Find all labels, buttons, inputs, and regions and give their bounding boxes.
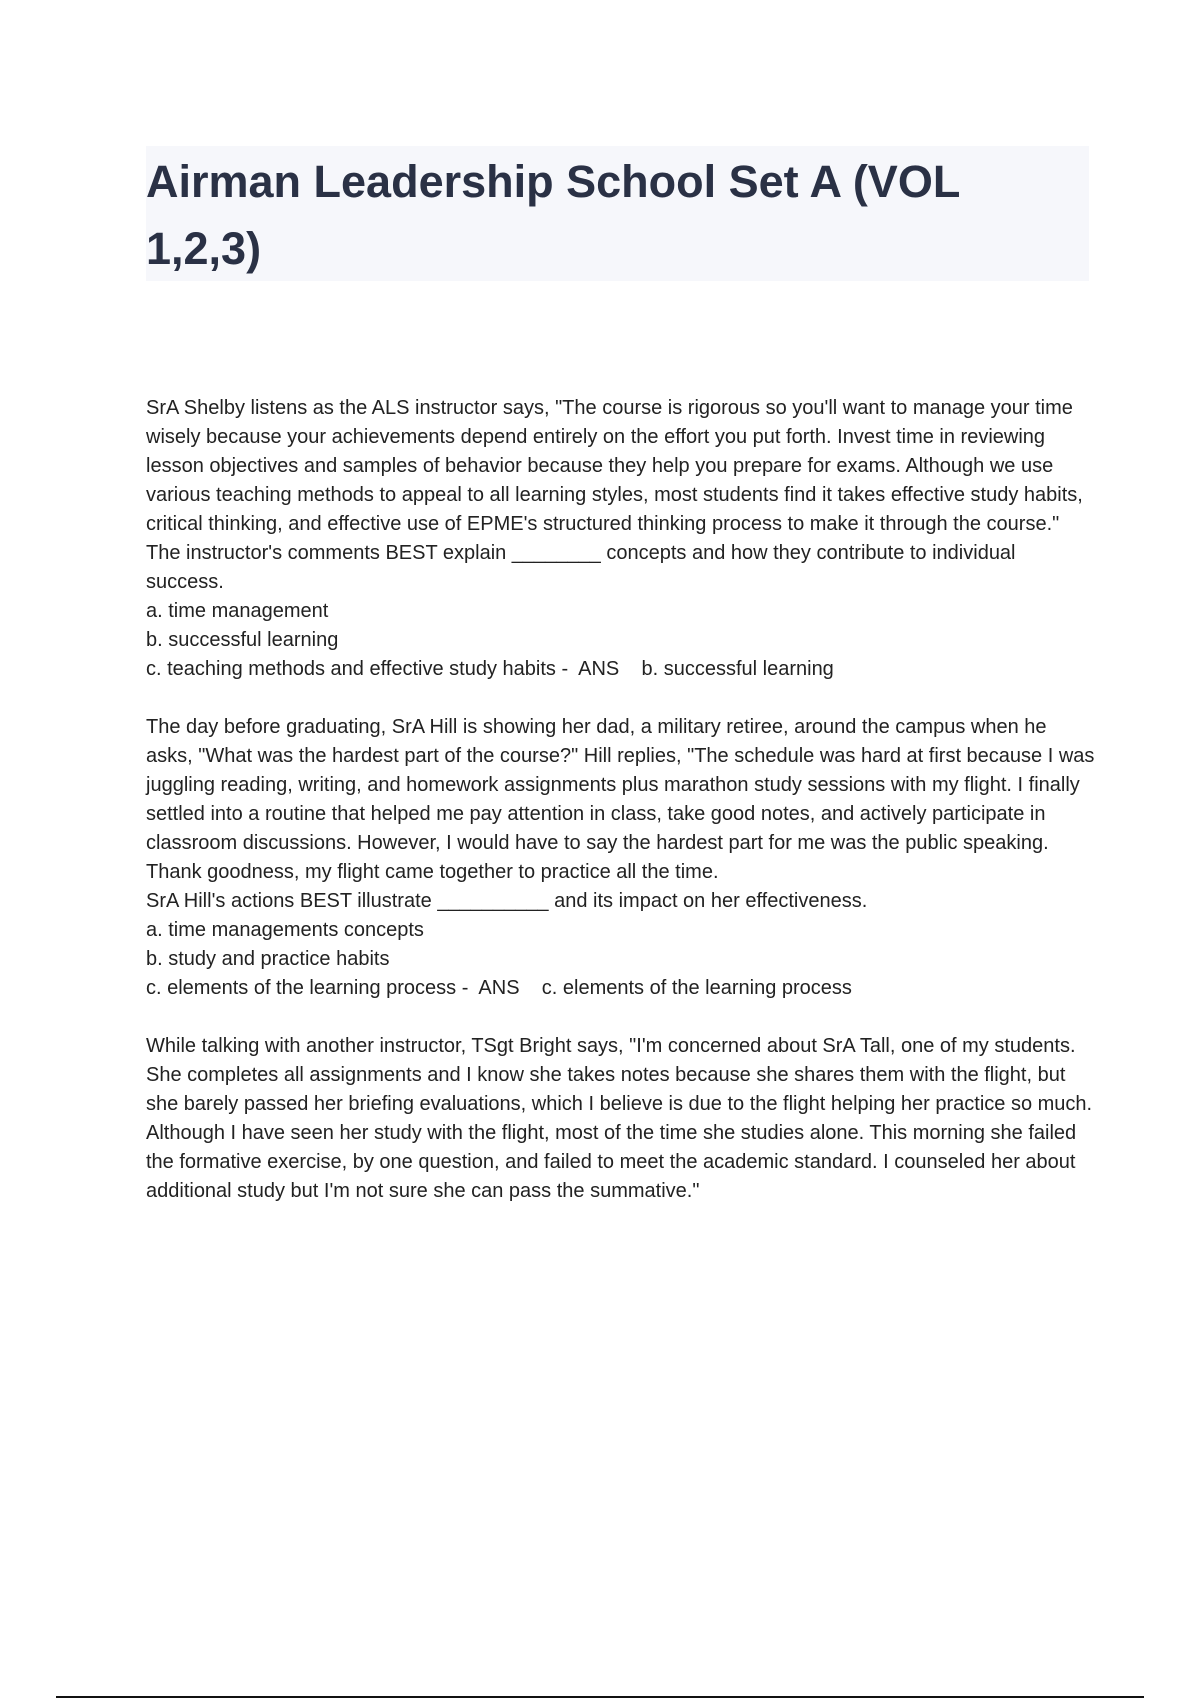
- question-2-prompt: SrA Hill's actions BEST illustrate __________ and its impact on her effectiveness.: [146, 890, 868, 912]
- question-1-option-c-line: c. teaching methods and effective study habits - ANS b. successful learning: [146, 658, 834, 680]
- question-1-prompt: The instructor's comments BEST explain ________ concepts and how they contribute to individual success.: [146, 542, 1016, 593]
- question-2-ans-label: ANS: [478, 977, 520, 999]
- question-1-options: [146, 597, 1096, 684]
- question-2-option-c: c. elements of the learning process: [146, 977, 457, 999]
- question-2-option-a: a. time managements concepts: [146, 919, 424, 941]
- question-1-ans-label: ANS: [578, 658, 620, 680]
- question-1-scenario: SrA Shelby listens as the ALS instructor says, "The course is rigorous so you'll want to manage your time wisely because your achievements depend entirely on the effort you put forth. Invest time in reviewing lesson objectives and samples of behavior because they help you prepare for exams. Although we use various teaching methods to appeal to all learning styles, most students find it takes effective study habits, critical thinking, and effective use of EPME's structured thinking process to make it through the course.": [146, 397, 1083, 535]
- question-2-option-c-line: c. elements of the learning process - ANS c. elements of the learning process: [146, 977, 852, 999]
- question-1-option-c: c. teaching methods and effective study habits: [146, 658, 556, 680]
- document-body: [146, 394, 1096, 1206]
- document-title: Airman Leadership School Set A (VOL 1,2,3): [146, 156, 960, 274]
- question-1-option-a: a. time management: [146, 600, 329, 622]
- question-2-scenario: The day before graduating, SrA Hill is showing her dad, a military retiree, around the campus when he asks, "What was the hardest part of the course?" Hill replies, "The schedule was hard at first because I was juggling reading, writing, and homework assignments plus marathon study sessions with my flight. I finally settled into a routine that helped me pay attention in class, take good notes, and actively participate in classroom discussions. However, I would have to say the hardest part for me was the public speaking. Thank goodness, my flight came together to practice all the time.: [146, 716, 1095, 883]
- question-2-answer: c. elements of the learning process: [541, 977, 852, 999]
- page-footer-divider: [56, 1696, 1144, 1698]
- question-2-option-b: b. study and practice habits: [146, 948, 390, 970]
- question-2-options: [146, 916, 1096, 1003]
- question-3-scenario: While talking with another instructor, TSgt Bright says, "I'm concerned about SrA Tall, one of my students. She completes all assignments and I know she takes notes because she shares them with the flight, but she barely passed her briefing evaluations, which I believe is due to the flight helping her practice so much. Although I have seen her study with the flight, most of the time she studies alone. This morning she failed the formative exercise, by one question, and failed to meet the academic standard. I counseled her about additional study but I'm not sure she can pass the summative.": [146, 1035, 1093, 1202]
- question-1-option-b: b. successful learning: [146, 629, 339, 651]
- question-1-answer: b. successful learning: [641, 658, 834, 680]
